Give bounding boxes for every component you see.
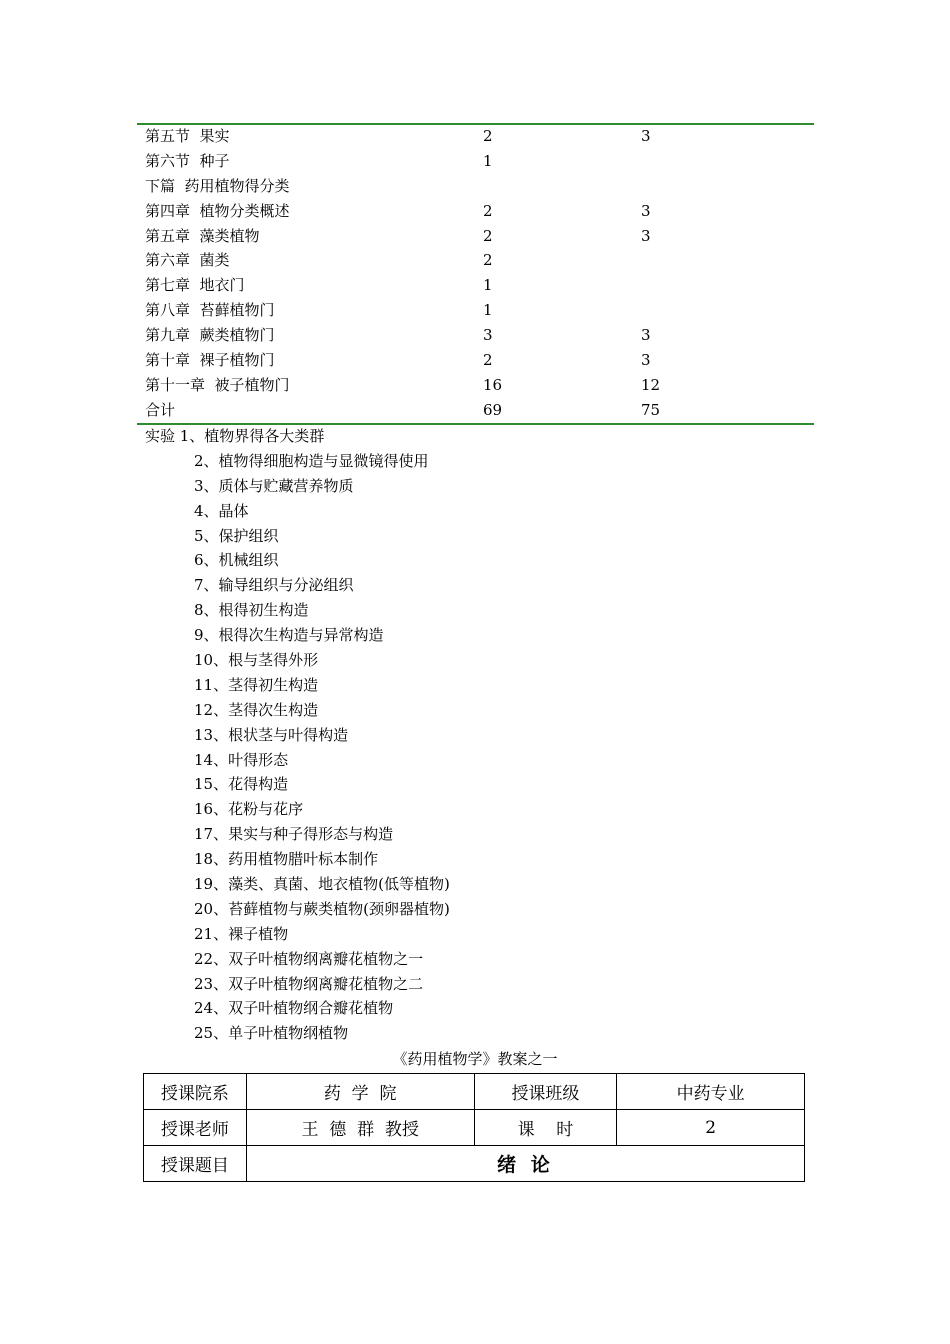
- experiment-item: 5、保护组织: [194, 526, 279, 545]
- class-label: 授课班级: [474, 1074, 617, 1110]
- experiment-item: 25、单子叶植物纲植物: [194, 1024, 349, 1043]
- table-row: [145, 124, 815, 149]
- table-row: [144, 1110, 805, 1146]
- chapter-title: 第九章 蕨类植物门: [145, 326, 275, 345]
- hours-col3: 3: [641, 226, 651, 245]
- experiment-item: 22、双子叶植物纲离瓣花植物之一: [194, 949, 424, 968]
- chapter-title: 第七章 地衣门: [145, 276, 245, 295]
- chapter-title: 第六章 菌类: [145, 251, 230, 270]
- course-hours-table: [145, 124, 815, 423]
- experiment-item: 17、果实与种子得形态与构造: [194, 825, 394, 844]
- class-value: 中药专业: [617, 1074, 805, 1110]
- experiment-first-item: 实验 1、植物界得各大类群: [145, 427, 325, 445]
- experiment-item: 3、质体与贮藏营养物质: [194, 476, 354, 495]
- table-row: [145, 149, 815, 174]
- hours-value: 2: [617, 1110, 805, 1146]
- experiment-item: 6、机械组织: [194, 551, 279, 570]
- experiment-item: 14、叶得形态: [194, 750, 289, 769]
- hours-col2: 2: [483, 251, 493, 270]
- table-row: [145, 298, 815, 323]
- topic-label: 授课题目: [144, 1146, 247, 1182]
- table-row: [145, 224, 815, 249]
- lesson-plan-caption: 《药用植物学》教案之一: [392, 1050, 558, 1068]
- experiment-item: 4、晶体: [194, 501, 249, 520]
- hours-col3: 3: [641, 201, 651, 220]
- experiment-item: 13、根状茎与叶得构造: [194, 725, 349, 744]
- table-row: [145, 398, 815, 423]
- experiment-item: 9、根得次生构造与异常构造: [194, 626, 384, 645]
- hours-col2: 2: [483, 127, 493, 145]
- hours-col2: 2: [483, 201, 493, 220]
- topic-value: 绪 论: [246, 1146, 804, 1182]
- hours-col3: 75: [641, 400, 661, 419]
- hours-col2: 1: [483, 276, 493, 295]
- hours-col2: 3: [483, 326, 493, 345]
- chapter-title: 第四章 植物分类概述: [145, 201, 290, 220]
- experiment-item: 15、花得构造: [194, 775, 289, 794]
- table-row: [144, 1074, 805, 1110]
- experiment-item: 23、双子叶植物纲离瓣花植物之二: [194, 974, 424, 993]
- experiment-item: 2、植物得细胞构造与显微镜得使用: [194, 451, 429, 470]
- table-row: [144, 1146, 805, 1182]
- hours-col2: 1: [483, 301, 493, 320]
- chapter-title: 合计: [145, 400, 176, 419]
- table-row: [145, 199, 815, 224]
- table-row: [145, 323, 815, 348]
- experiment-item: 20、苔藓植物与蕨类植物(颈卵器植物): [194, 899, 450, 918]
- teacher-label: 授课老师: [144, 1110, 247, 1146]
- experiment-item: 12、茎得次生构造: [194, 700, 319, 719]
- hours-col3: 3: [641, 326, 651, 345]
- hours-col3: 3: [641, 127, 651, 145]
- table-row: [145, 348, 815, 373]
- table-row: [145, 174, 815, 199]
- chapter-title: 第五节 果实: [145, 127, 230, 145]
- hours-col2: 69: [483, 400, 503, 419]
- chapter-title: 第五章 藻类植物: [145, 226, 260, 245]
- experiment-item: 10、根与茎得外形: [194, 651, 319, 670]
- experiment-item: 19、藻类、真菌、地衣植物(低等植物): [194, 875, 450, 894]
- chapter-title: 第八章 苔藓植物门: [145, 301, 275, 320]
- hours-col3: 12: [641, 375, 661, 394]
- hours-col2: 2: [483, 351, 493, 370]
- experiment-item: 8、根得初生构造: [194, 601, 309, 620]
- table-row: [145, 373, 815, 398]
- experiment-item: 7、输导组织与分泌组织: [194, 576, 354, 595]
- experiment-item: 24、双子叶植物纲合瓣花植物: [194, 999, 394, 1018]
- experiment-list: [145, 424, 745, 1046]
- experiment-item: 16、花粉与花序: [194, 800, 304, 819]
- hours-col2: 2: [483, 226, 493, 245]
- experiment-item: 11、茎得初生构造: [194, 675, 319, 694]
- hours-col2: 16: [483, 375, 503, 394]
- chapter-title: 第六节 种子: [145, 151, 230, 170]
- hours-col3: 3: [641, 351, 651, 370]
- chapter-title: 下篇 药用植物得分类: [145, 176, 290, 195]
- hours-col2: 1: [483, 151, 493, 170]
- chapter-title: 第十一章 被子植物门: [145, 375, 290, 394]
- table-row: [145, 248, 815, 273]
- experiment-item: 18、药用植物腊叶标本制作: [194, 850, 379, 869]
- dept-label: 授课院系: [144, 1074, 247, 1110]
- hours-label: 课 时: [474, 1110, 617, 1146]
- table-row: [145, 273, 815, 298]
- experiment-item: 21、裸子植物: [194, 924, 289, 943]
- lesson-plan-table: [143, 1073, 805, 1182]
- chapter-title: 第十章 裸子植物门: [145, 351, 275, 370]
- dept-value: 药 学 院: [246, 1074, 474, 1110]
- teacher-value: 王 德 群 教授: [246, 1110, 474, 1146]
